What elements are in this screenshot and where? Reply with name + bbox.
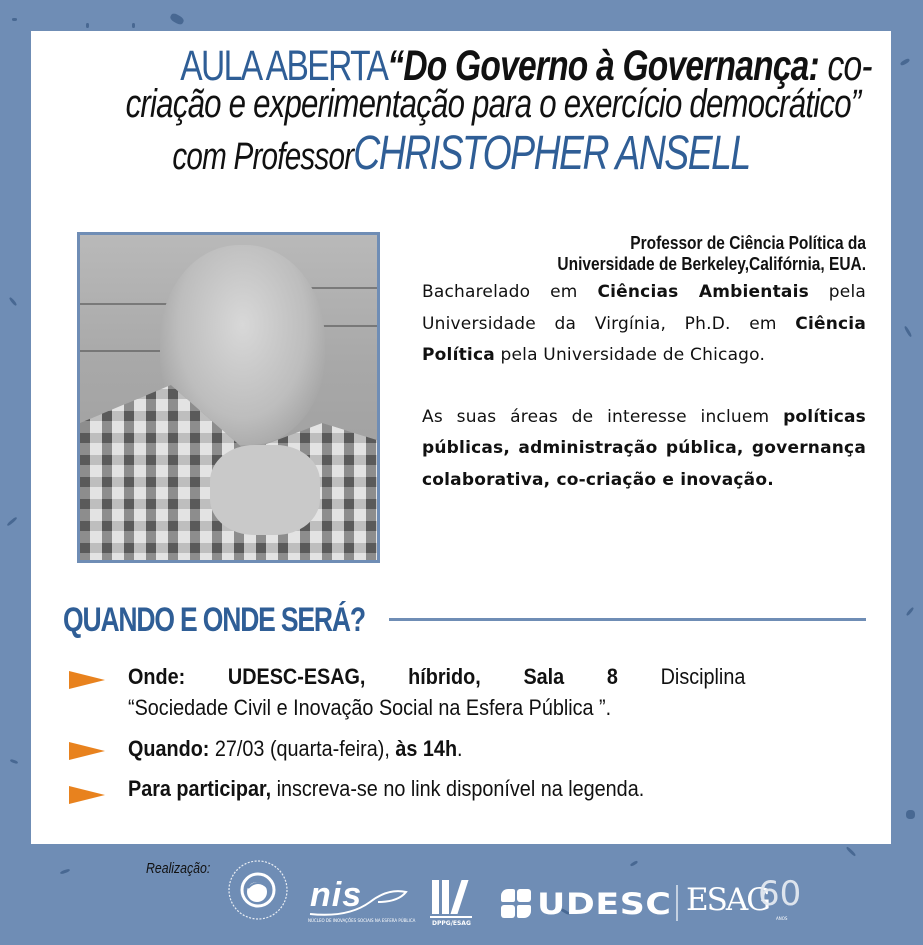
speck	[169, 12, 185, 26]
udesc-mark-square	[517, 905, 531, 918]
when-label: Quando:	[128, 736, 210, 761]
udesc-mark-icon	[501, 889, 533, 919]
when-end: .	[457, 736, 463, 761]
lecture-title-part1: co-	[818, 42, 872, 90]
udesc-mark-square	[517, 889, 531, 902]
speck	[904, 326, 913, 338]
join-instructions: inscreva-se no link disponível na legenda.	[271, 776, 645, 801]
where-format: híbrido,	[408, 664, 481, 689]
speck	[86, 23, 89, 28]
professor-photo	[77, 232, 380, 563]
wall-line	[320, 325, 380, 327]
dppg-base-line	[430, 916, 472, 918]
when-date: 27/03 (quarta-feira),	[209, 736, 396, 761]
esag-anos-label: ANOS	[776, 916, 788, 921]
lecture-title-part2: criação e experimentação para o exercício democrático”	[125, 82, 861, 126]
lecture-title-bold: “Do Governo à Governança:	[387, 42, 819, 90]
bio-heading-line-1: Professor de Ciência Política da	[630, 233, 866, 253]
bio-text: As suas áreas de interesse incluem	[422, 406, 784, 427]
bio-bold: políticas públicas, administração pública, governança colaborativa, co-criação e inovação.	[422, 406, 866, 490]
observatorio-logo	[226, 858, 290, 922]
bio-heading-line-2: Universidade de Berkeley,Califórnia, EUA.	[557, 254, 866, 274]
detail-join-text	[128, 773, 644, 804]
section-divider	[389, 618, 866, 621]
udesc-mark-square	[501, 905, 515, 918]
nis-logo	[308, 876, 416, 928]
speck	[906, 810, 915, 819]
bio-text: pela Universidade de Chicago.	[494, 345, 766, 365]
bio-bold: Ciência Política	[422, 313, 866, 365]
esag-logo-text: ESAG	[686, 882, 770, 918]
detail-where-text	[128, 661, 745, 723]
esag-60-anos-logo	[686, 874, 802, 926]
speck	[12, 18, 17, 21]
speck	[10, 759, 19, 765]
section-title: QUANDO E ONDE SERÁ?	[63, 601, 365, 639]
professor-bio	[422, 233, 866, 496]
udesc-mark-square	[501, 889, 515, 902]
dppg-esag-logo	[430, 880, 474, 930]
realizacao-label: Realização:	[146, 860, 211, 877]
when-time: às 14h	[395, 736, 458, 761]
event-title	[125, 42, 872, 180]
udesc-logo	[501, 886, 672, 922]
bio-heading	[484, 233, 866, 275]
where-course-name: “Sociedade Civil e Inovação Social na Esfera Pública ”.	[128, 695, 612, 720]
bio-text: Bacharelado em	[422, 282, 598, 302]
speck	[132, 23, 135, 28]
arrow-bullet-icon	[69, 786, 105, 804]
wall-line	[310, 287, 380, 289]
bio-interests	[422, 402, 866, 497]
dppg-book-icon	[442, 880, 449, 914]
title-line-3	[126, 127, 797, 180]
where-course-label: Disciplina	[660, 664, 746, 689]
udesc-logo-text: UDESC	[537, 887, 672, 921]
dppg-book-icon	[432, 880, 439, 914]
logo-separator	[676, 885, 678, 921]
observatorio-logo-icon	[226, 858, 290, 922]
speck	[6, 516, 17, 526]
with-professor-label: com Professor	[172, 136, 354, 178]
speck	[900, 58, 911, 66]
join-label: Para participar,	[128, 776, 272, 801]
footer-sponsors	[0, 848, 923, 945]
nis-logo-subtitle: NÚCLEO DE INOVAÇÕES SOCIAIS NA ESFERA PÚBLICA	[308, 918, 416, 923]
detail-when-text	[128, 733, 463, 764]
bio-bold: Ciências Ambientais	[597, 282, 809, 302]
dppg-logo-text: DPPG/ESAG	[432, 920, 471, 927]
where-label: Onde:	[128, 664, 186, 689]
portrait-hand	[210, 445, 320, 535]
where-line-1	[128, 661, 745, 692]
dppg-book-icon	[450, 880, 468, 914]
nis-logo-text: nis	[310, 876, 363, 914]
speck	[906, 607, 915, 617]
where-room-number: 8	[606, 664, 618, 689]
where-room-label: Sala	[523, 664, 565, 689]
professor-name: CHRISTOPHER ANSELL	[353, 127, 750, 180]
where-venue: UDESC-ESAG,	[227, 664, 366, 689]
speck	[9, 297, 18, 307]
esag-60-mark: 60	[758, 874, 802, 914]
bio-education	[422, 277, 866, 372]
event-type-label: AULA ABERTA	[180, 42, 388, 90]
bio-text: pela Universidade da Virgínia, Ph.D. em	[422, 282, 867, 334]
nis-swoosh-icon	[308, 878, 408, 918]
arrow-bullet-icon	[69, 671, 105, 689]
content-card	[31, 31, 891, 844]
arrow-bullet-icon	[69, 742, 105, 760]
